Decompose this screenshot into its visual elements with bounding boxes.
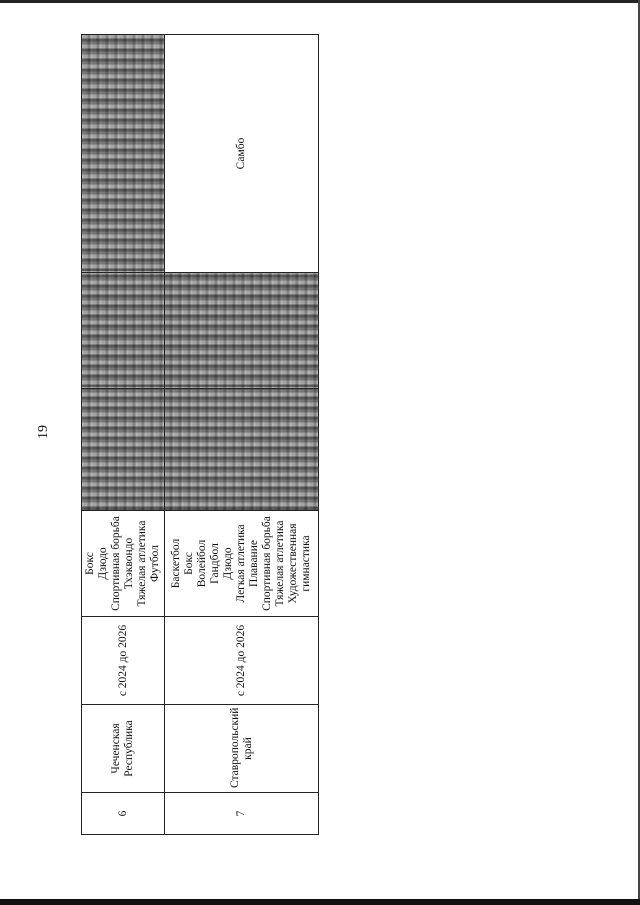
table-row [82,35,165,835]
scan-edge-bottom [0,899,640,905]
rotated-table-container [81,35,311,835]
page-number: 19 [36,425,51,439]
sports-list: Бокс Дзюдо Спортивная борьба Тхэквондо Тяжелая атлетика Футбол [82,511,165,617]
redacted-cell [165,389,319,511]
row-number: 7 [165,793,319,835]
redacted-cell [165,273,319,389]
redacted-cell [82,273,165,389]
region-name: Ставропольский край [165,705,319,793]
sports-list: Баскетбол Бокс Волейбол Гандбол Дзюдо Легкая атлетика Плавание Спортивная борьба Тяжелая атлетика Художественная гимнастика [165,511,319,617]
regions-table [81,34,319,835]
region-name: Чеченская Республика [82,705,165,793]
table-row [165,35,319,835]
period-cell: с 2024 до 2026 [165,617,319,705]
redacted-cell [82,35,165,273]
sport-name: Самбо [165,35,319,273]
period-cell: с 2024 до 2026 [82,617,165,705]
redacted-cell [82,389,165,511]
scan-edge-top [0,0,640,3]
row-number: 6 [82,793,165,835]
